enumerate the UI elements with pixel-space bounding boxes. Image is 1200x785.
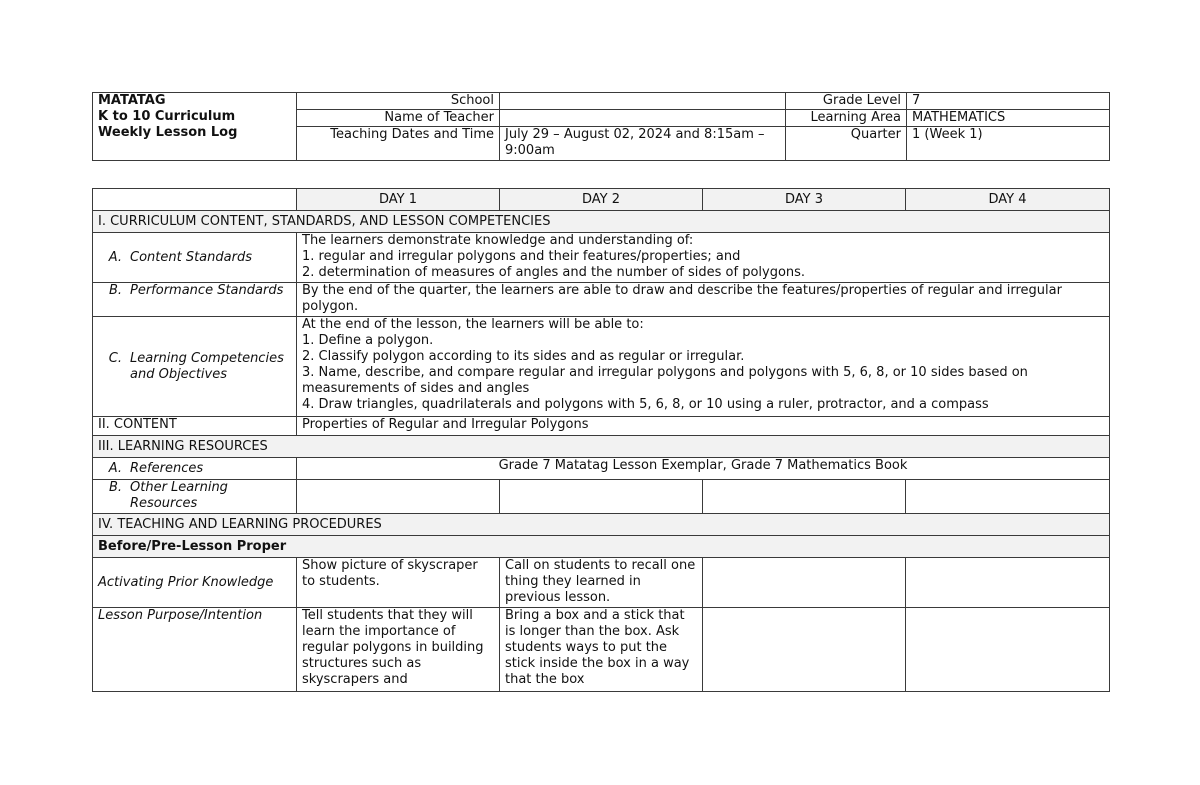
content-standards-line: The learners demonstrate knowledge and understanding of: bbox=[302, 233, 694, 248]
activating-day-2: Call on students to recall one thing they learned in previous lesson. bbox=[500, 558, 703, 608]
competency-line: At the end of the lesson, the learners will be able to: bbox=[302, 317, 644, 332]
other-resources-day-4 bbox=[906, 480, 1110, 514]
purpose-day-2: Bring a box and a stick that is longer than the box. Ask students ways to put the stick inside the box in a way that the box bbox=[500, 608, 703, 692]
corner-cell bbox=[93, 189, 297, 211]
title-line-3: Weekly Lesson Log bbox=[98, 125, 238, 140]
content-standards-line: 1. regular and irregular polygons and their features/properties; and bbox=[302, 249, 741, 264]
learning-area-value: MATHEMATICS bbox=[907, 110, 1110, 127]
content-value: Properties of Regular and Irregular Polygons bbox=[297, 417, 1110, 436]
learning-area-label: Learning Area bbox=[786, 110, 907, 127]
content-standards-text: Content Standards bbox=[130, 249, 252, 265]
section-2-heading: II. CONTENT bbox=[93, 417, 297, 436]
dates-value: July 29 – August 02, 2024 and 8:15am – 9:00am bbox=[500, 127, 786, 161]
activating-day-3 bbox=[703, 558, 906, 608]
section-3-heading: III. LEARNING RESOURCES bbox=[93, 436, 1110, 458]
competency-line: 1. Define a polygon. bbox=[302, 333, 434, 348]
content-standards-label bbox=[93, 233, 297, 283]
day-1-header: DAY 1 bbox=[297, 189, 500, 211]
performance-standards-value: By the end of the quarter, the learners are able to draw and describe the features/properties of regular and irregular polygon. bbox=[297, 283, 1110, 317]
purpose-day-1: Tell students that they will learn the importance of regular polygons in building structures such as skyscrapers and bbox=[297, 608, 500, 692]
references-letter: A. bbox=[108, 460, 122, 476]
lesson-log-table bbox=[92, 188, 1110, 692]
title-line-1: MATATAG bbox=[98, 93, 166, 108]
day-4-header: DAY 4 bbox=[906, 189, 1110, 211]
section-1-heading: I. CURRICULUM CONTENT, STANDARDS, AND LESSON COMPETENCIES bbox=[93, 211, 1110, 233]
other-resources-text: Other Learning Resources bbox=[130, 480, 228, 511]
day-2-header: DAY 2 bbox=[500, 189, 703, 211]
competency-line: 3. Name, describe, and compare regular and irregular polygons and polygons with 5, 6, 8, or 10 sides based on measurements of sides and angles bbox=[302, 365, 1033, 396]
quarter-label: Quarter bbox=[786, 127, 907, 161]
teacher-value bbox=[500, 110, 786, 127]
other-resources-label bbox=[93, 480, 297, 514]
lesson-log-title bbox=[93, 93, 297, 161]
content-standards-value bbox=[297, 233, 1110, 283]
other-resources-day-1 bbox=[297, 480, 500, 514]
activating-prior-knowledge-label: Activating Prior Knowledge bbox=[93, 558, 297, 608]
learning-competencies-value bbox=[297, 317, 1110, 417]
references-label bbox=[93, 458, 297, 480]
day-3-header: DAY 3 bbox=[703, 189, 906, 211]
purpose-day-3 bbox=[703, 608, 906, 692]
other-resources-day-2 bbox=[500, 480, 703, 514]
school-label: School bbox=[297, 93, 500, 110]
lesson-purpose-label: Lesson Purpose/Intention bbox=[93, 608, 297, 692]
learning-competencies-label bbox=[93, 317, 297, 417]
other-resources-day-3 bbox=[703, 480, 906, 514]
activating-day-1: Show picture of skyscraper to students. bbox=[297, 558, 500, 608]
activating-day-4 bbox=[906, 558, 1110, 608]
pre-lesson-subheading: Before/Pre-Lesson Proper bbox=[93, 536, 1110, 558]
title-line-2: K to 10 Curriculum bbox=[98, 109, 236, 124]
dates-label: Teaching Dates and Time bbox=[297, 127, 500, 161]
performance-standards-letter: B. bbox=[108, 283, 122, 298]
performance-standards-label bbox=[93, 283, 297, 317]
content-standards-letter: A. bbox=[108, 249, 122, 265]
other-resources-letter: B. bbox=[108, 480, 122, 495]
school-value bbox=[500, 93, 786, 110]
learning-competencies-letter: C. bbox=[108, 350, 122, 366]
section-4-heading: IV. TEACHING AND LEARNING PROCEDURES bbox=[93, 514, 1110, 536]
quarter-value: 1 (Week 1) bbox=[907, 127, 1110, 161]
header-table bbox=[92, 92, 1110, 161]
references-text: References bbox=[130, 460, 204, 476]
competency-line: 4. Draw triangles, quadrilaterals and polygons with 5, 6, 8, or 10 using a ruler, protractor, and a compass bbox=[302, 397, 989, 412]
learning-competencies-text: Learning Competencies and Objectives bbox=[130, 350, 284, 382]
teacher-label: Name of Teacher bbox=[297, 110, 500, 127]
grade-level-value: 7 bbox=[907, 93, 1110, 110]
references-value: Grade 7 Matatag Lesson Exemplar, Grade 7 Mathematics Book bbox=[297, 458, 1110, 480]
purpose-day-4 bbox=[906, 608, 1110, 692]
content-standards-line: 2. determination of measures of angles and the number of sides of polygons. bbox=[302, 265, 806, 280]
performance-standards-text: Performance Standards bbox=[130, 283, 284, 298]
competency-line: 2. Classify polygon according to its sides and as regular or irregular. bbox=[302, 349, 745, 364]
grade-level-label: Grade Level bbox=[786, 93, 907, 110]
